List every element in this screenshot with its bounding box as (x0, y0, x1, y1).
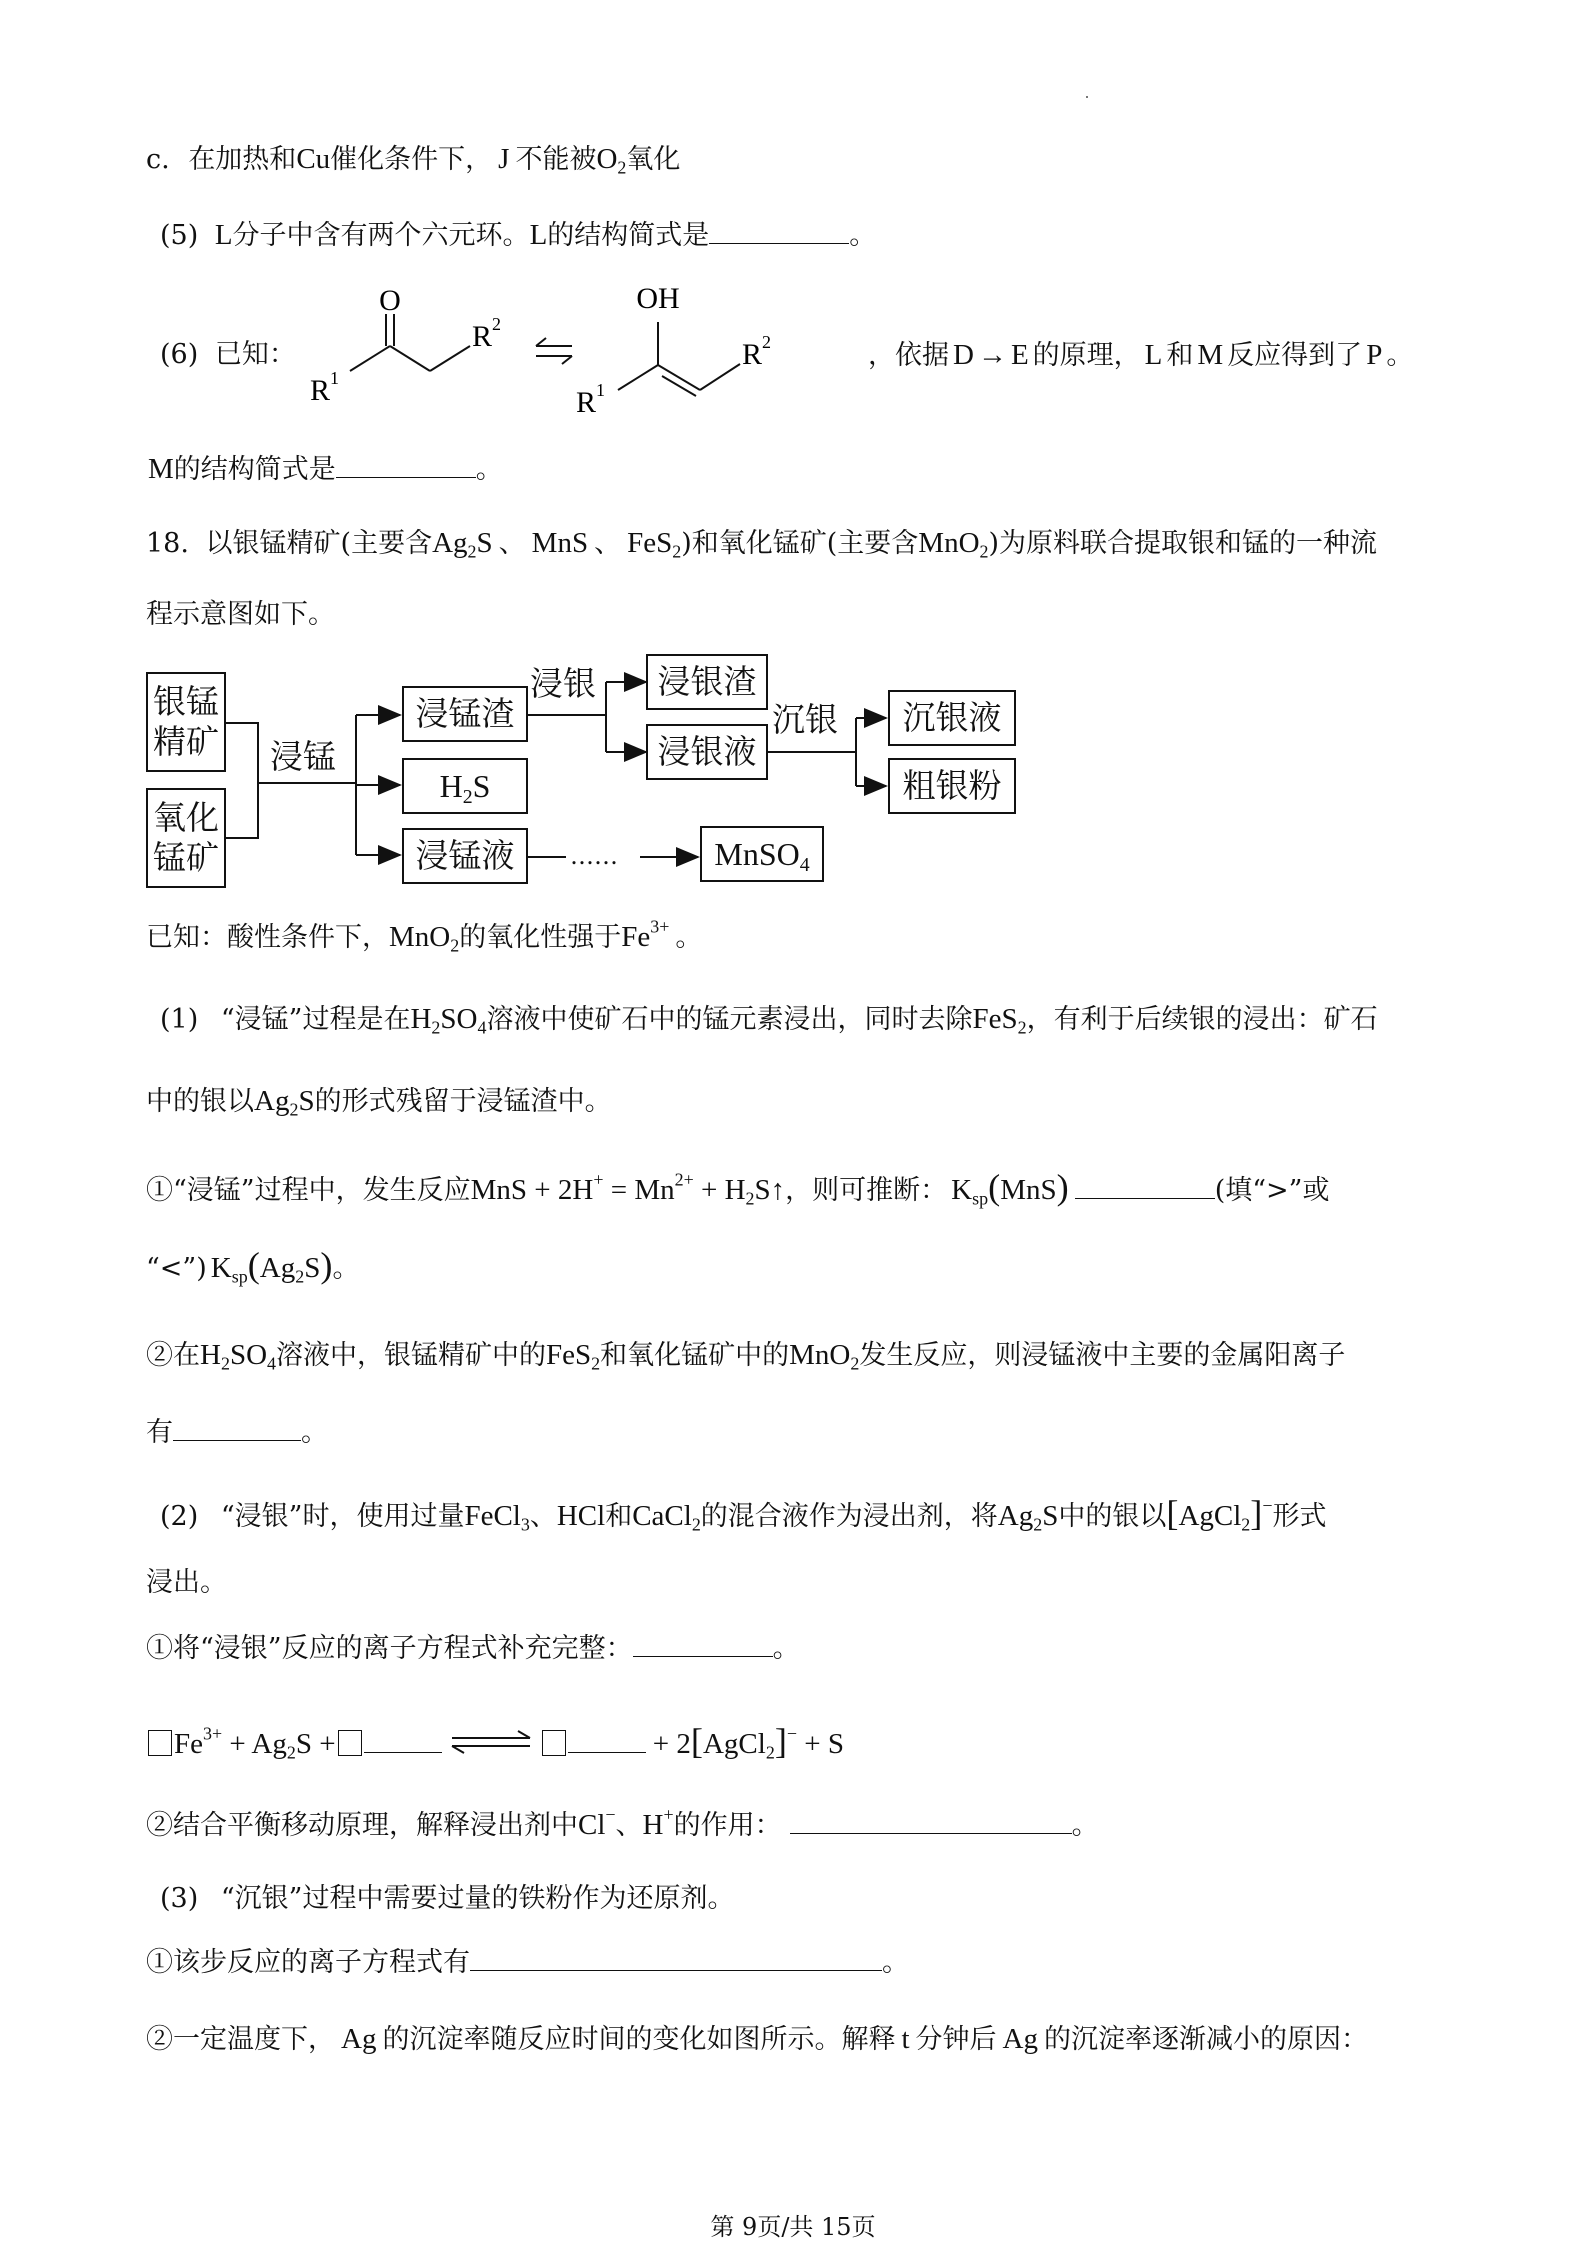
ksp-mns: $K_{sp}(MnS)$ (951, 1167, 1069, 1209)
answer-blank[interactable] (1075, 1174, 1215, 1199)
formula-fes2: FeS$_2$ (627, 527, 682, 562)
part-2-line2 (146, 1564, 227, 1602)
formula-mno2: MnO$_2$ (918, 527, 989, 562)
answer-blank[interactable] (790, 1809, 1072, 1834)
text: ，有利于后续银的浸出：矿石 (1026, 1004, 1378, 1035)
ksp-ag2s: $K_{sp}(Ag_2S)$ (210, 1245, 333, 1287)
text: 的作用： (673, 1810, 782, 1841)
text: 的沉淀率随反应时间的变化如图所示。解释 (382, 2024, 896, 2055)
enol-r1-sup: 1 (596, 380, 605, 400)
text: ，依据 (868, 340, 949, 371)
text: )和氧化锰矿(主要含 (681, 528, 919, 559)
text: 和氧化锰矿中的 (600, 1340, 790, 1371)
flow-label-leach-mn: 浸锰 (270, 737, 336, 776)
part-1a-line2 (146, 1246, 359, 1288)
text: ②在 (146, 1340, 200, 1371)
question-number: (1) (160, 1004, 199, 1035)
part-1b-line1 (146, 1336, 1345, 1375)
answer-blank[interactable] (568, 1728, 646, 1753)
equilibrium-arrow-icon (448, 1727, 534, 1757)
question-number: (5) (160, 220, 199, 251)
text: 发生反应，则浸锰液中主要的金属阳离子 (859, 1340, 1346, 1371)
formula-agcl2-ion: [AgCl$_2$]− (1166, 1493, 1273, 1535)
ionic-equation-template: $Fe^{3+} + Ag_2S$ + + 2[AgCl$_2$]− + S (146, 1722, 844, 1763)
text: 。 (675, 922, 703, 953)
part-3a-line (146, 1944, 909, 1982)
coefficient-box[interactable] (148, 1730, 172, 1756)
flow-box-mn-liquid: 浸锰液 (402, 828, 528, 884)
enol-r2-sup: 2 (762, 332, 771, 352)
text: 、 (498, 528, 526, 559)
ketone-r1-sup: 1 (330, 368, 339, 388)
text: 催化条件下， (330, 144, 493, 175)
text: 不能被 (515, 144, 597, 175)
text: “沉银”过程中需要过量的铁粉作为还原剂。 (220, 1883, 735, 1914)
text: ，则可推断： (785, 1175, 948, 1206)
ketone-r2: R (472, 320, 493, 353)
text: 浸出。 (146, 1567, 227, 1598)
text: 已知： (214, 339, 296, 370)
page-footer: 第 9页/共 15页 (710, 2213, 876, 2241)
text: 以银锰精矿(主要含 (205, 528, 433, 559)
flow-box-ag-slag: 浸银渣 (646, 654, 768, 710)
formula-cu: Cu (296, 143, 331, 175)
flow-box-ag-liquid: 浸银液 (646, 724, 768, 780)
formula-fecl3: FeCl$_3$ (464, 1500, 530, 1535)
formula-h2so4: $H_2SO_4$ (410, 1003, 487, 1038)
known-condition (146, 918, 702, 957)
part-3b-line (146, 2020, 1368, 2059)
flow-label-leach-ag: 浸银 (530, 664, 596, 703)
part-3-line (160, 1880, 734, 1918)
enol-r1: R (576, 386, 597, 419)
text: ①将“浸银”反应的离子方程式补充完整： (146, 1633, 633, 1664)
element-ag: Ag (341, 2023, 377, 2055)
answer-blank[interactable] (173, 1416, 301, 1441)
formula-ag2s: $Ag_2S$ (997, 1500, 1059, 1535)
text: 程示意图如下。 (146, 599, 335, 630)
text: 已知：酸性条件下， (146, 922, 389, 953)
text: 在加热和 (188, 144, 297, 175)
text: 的沉淀率逐渐减小的原因： (1043, 2024, 1368, 2055)
formula-o2: $O_2$ (596, 143, 627, 178)
compound-l: L (529, 219, 548, 251)
text: 形式 (1272, 1501, 1327, 1532)
text: ①“浸锰”过程中，发生反应 (146, 1175, 471, 1206)
text: 。 (301, 1417, 328, 1448)
text: 和 (1166, 340, 1194, 371)
flow-box-crude-silver: 粗银粉 (888, 758, 1016, 814)
text: ②结合平衡移动原理，解释浸出剂中 (146, 1810, 578, 1841)
flow-label-precip-ag: 沉银 (772, 700, 838, 739)
text: 。 (475, 454, 503, 485)
variable-t: t (901, 2023, 910, 2055)
flow-ellipsis: …… (570, 842, 618, 870)
text: 分子中含有两个六元环。 (232, 220, 530, 251)
text: (填“>”或 (1214, 1175, 1330, 1206)
part-1-line2 (146, 1082, 612, 1121)
flow-box-manganese-oxide-ore: 氧化 锰矿 (146, 788, 226, 888)
ion-h: H+ (642, 1804, 674, 1841)
flow-box-mn-slag: 浸锰渣 (402, 686, 528, 742)
answer-blank[interactable] (633, 1632, 773, 1657)
answer-blank[interactable] (470, 1946, 882, 1971)
text: 和 (605, 1501, 633, 1532)
text: 。 (1071, 1810, 1099, 1841)
text: ②一定温度下， (146, 2024, 335, 2055)
flow-connectors (0, 0, 1586, 900)
formula-ag2s: $Ag_2S$ (432, 527, 493, 562)
text: 的混合液作为浸出剂，将 (700, 1501, 998, 1532)
option-label: c. (146, 144, 170, 175)
compound-j: J (498, 143, 510, 175)
text: 分钟后 (915, 2024, 997, 2055)
coefficient-box[interactable] (542, 1730, 566, 1756)
compound-l: L (1144, 339, 1163, 371)
text: ①该步反应的离子方程式有 (146, 1947, 470, 1978)
part-2b-line (146, 1806, 1099, 1845)
text: “浸银”时，使用过量 (220, 1501, 465, 1532)
text: 的形式残留于浸锰渣中。 (314, 1086, 612, 1117)
flow-box-h2s: $H_2S$ (402, 758, 528, 814)
text: 、 (529, 1501, 557, 1532)
text: “浸锰”过程是在 (220, 1004, 411, 1035)
compound-p: P (1366, 339, 1383, 371)
question-number: (3) (160, 1883, 199, 1914)
ketone-r1: R (310, 374, 331, 407)
formula-cacl2: CaCl$_2$ (632, 1500, 701, 1535)
flow-box-mnso4: MnSO$_4$ (700, 826, 824, 882)
enol-hydroxyl: OH (636, 286, 680, 315)
ketone-oxygen: O (379, 286, 401, 317)
ketone-r2-sup: 2 (492, 314, 501, 334)
question-number: (2) (160, 1501, 199, 1532)
text: 、 (594, 528, 622, 559)
part-1a-line1 (146, 1168, 1329, 1210)
formula-h2so4: $H_2SO_4$ (200, 1339, 276, 1374)
compound-m: M (148, 453, 174, 485)
text: 。 (882, 1947, 909, 1978)
text: 的结构简式是 (173, 454, 336, 485)
formula-fe3: $Fe^{3+}$ (621, 916, 670, 953)
text: 的氧化性强于 (459, 922, 622, 953)
part-1b-line2 (146, 1414, 328, 1452)
flow-box-silver-manganese-ore: 银锰 精矿 (146, 672, 226, 772)
formula-ag2s: $Ag_2S$ (254, 1085, 315, 1120)
text: 溶液中，银锰精矿中的 (276, 1340, 546, 1371)
text: 中的银以 (146, 1086, 254, 1117)
part-1-line1 (160, 1000, 1378, 1039)
text: 。 (1386, 340, 1414, 371)
enol-r2: R (742, 338, 763, 371)
text: “<”) (146, 1253, 207, 1284)
element-ag: Ag (1002, 2023, 1038, 2055)
text: 反应得到了 (1227, 340, 1363, 371)
text: 的结构简式是 (547, 220, 710, 251)
text: 溶液中使矿石中的锰元素浸出，同时去除 (486, 1004, 973, 1035)
question-number: (6) (160, 339, 199, 370)
part-2a-line (146, 1630, 800, 1668)
compound-d: D (953, 339, 974, 371)
flow-box-precip-liquid: 沉银液 (888, 690, 1016, 746)
formula-mno2: MnO$_2$ (389, 921, 460, 956)
text: 。 (772, 1633, 800, 1664)
text: 的原理， (1032, 340, 1141, 371)
text: 。 (332, 1253, 360, 1284)
formula-fes2: FeS$_2$ (546, 1339, 601, 1374)
part-2-line1 (160, 1494, 1327, 1536)
formula-fes2: FeS$_2$ (972, 1003, 1027, 1038)
text: 中的银以 (1058, 1501, 1167, 1532)
text: 氧化 (626, 144, 681, 175)
ion-cl: Cl− (578, 1804, 616, 1841)
compound-e: E (1010, 339, 1029, 371)
text: 。 (849, 220, 877, 251)
reaction-arrow-icon: → (977, 339, 1007, 371)
question-number: 18. (146, 528, 189, 559)
answer-blank[interactable] (364, 1728, 442, 1753)
reaction-equation: MnS + $2H^+ = Mn^{2+}$ + $H_2S↑$ (470, 1169, 786, 1209)
compound-l: L (214, 219, 233, 251)
text: 有 (146, 1417, 173, 1448)
coefficient-box[interactable] (338, 1730, 362, 1756)
formula-mns: MnS (531, 527, 589, 559)
compound-m: M (1197, 339, 1224, 371)
ion-fe3: Fe (174, 1728, 203, 1760)
text: 、 (615, 1810, 643, 1841)
formula-mno2: MnO$_2$ (789, 1339, 860, 1374)
text: )为原料联合提取银和锰的一种流 (988, 528, 1378, 559)
formula-hcl: HCl (556, 1500, 606, 1532)
